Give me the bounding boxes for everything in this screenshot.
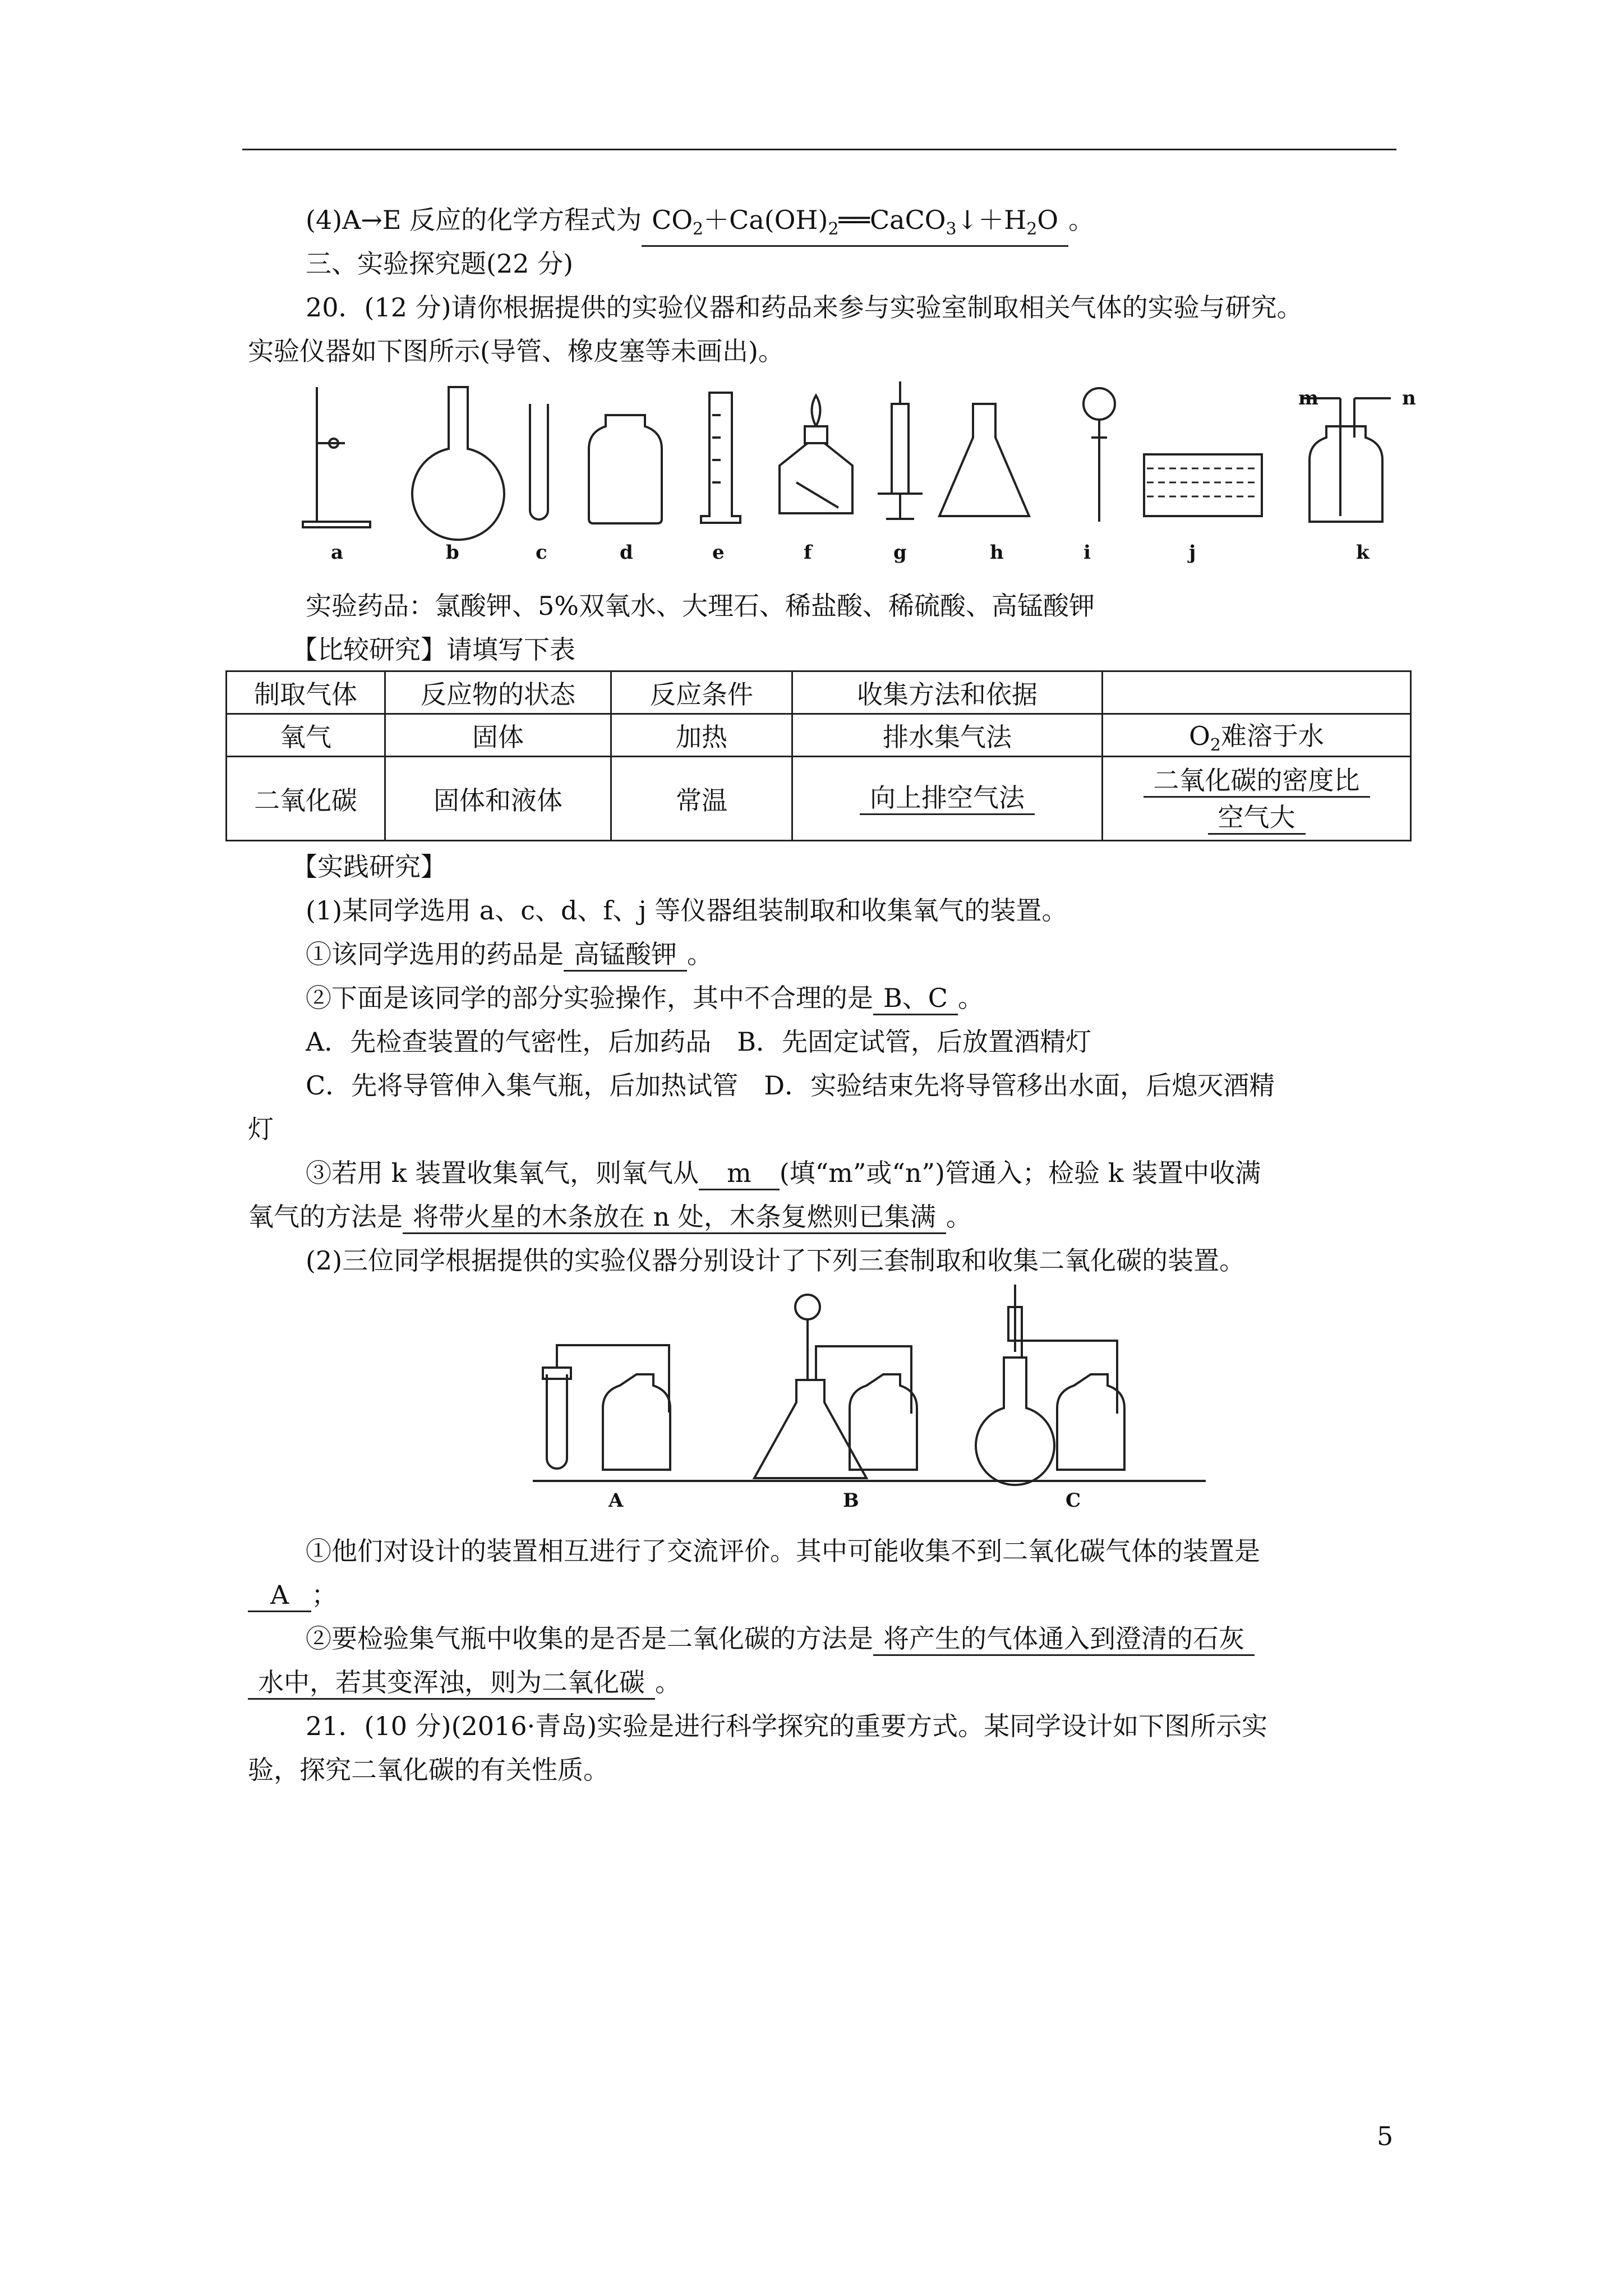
label-e: e (712, 541, 725, 564)
test-tube-icon (530, 404, 548, 519)
setup-label-a: A (608, 1489, 624, 1512)
round-flask-icon (412, 387, 504, 540)
table-cell: 排水集气法 (792, 714, 1103, 757)
p2b-answer1: 将产生的气体通入到澄清的石灰 (873, 1623, 1255, 1656)
table-answer: 向上排空气法 (860, 782, 1035, 815)
table-cell: 加热 (611, 714, 792, 757)
q4-prefix: (4)A→E 反应的化学方程式为 (306, 205, 642, 235)
p1c-line1: ③若用 k 装置收集氧气，则氧气从 m (填“m”或“n”)管通入；检验 k 装置中收满 (306, 1156, 1261, 1190)
table-header-row (227, 671, 1411, 714)
p1a-answer: 高锰酸钾 (564, 938, 687, 972)
p2a-answer: A (248, 1579, 311, 1612)
option-ab: A．先检查装置的气密性，后加药品 B．先固定试管，后放置酒精灯 (306, 1027, 1092, 1057)
graduated-cylinder-icon (701, 393, 740, 523)
separatory-funnel-icon (1083, 388, 1115, 522)
iron-stand-icon (303, 387, 370, 527)
table-cell: 固体 (385, 714, 611, 757)
label-g: g (893, 541, 907, 564)
p1b-answer: B、C (873, 982, 958, 1015)
p2-line: (2)三位同学根据提供的实验仪器分别设计了下列三套制取和收集二氧化碳的装置。 (306, 1245, 1246, 1276)
table-cell: 二氧化碳 (227, 757, 385, 841)
table-cell (792, 757, 1103, 841)
table-row (227, 714, 1411, 757)
p2a-line2: A ； (248, 1578, 337, 1612)
table-header: 制取气体 (227, 671, 385, 714)
label-f: f (804, 541, 812, 564)
setup-label-b: B (843, 1489, 859, 1512)
p2b-line2: 水中，若其变浑浊，则为二氧化碳 。 (248, 1665, 681, 1700)
q20-line2: 实验仪器如下图所示(导管、橡皮塞等未画出)。 (248, 336, 784, 366)
syringe-icon (878, 381, 923, 519)
label-h: h (990, 541, 1004, 564)
section-title: 三、实验探究题(22 分) (306, 249, 574, 279)
label-k: k (1356, 541, 1370, 564)
table-answer: 空气大 (1208, 802, 1306, 835)
table-header: 收集方法和依据 (792, 671, 1103, 714)
label-b: b (446, 541, 459, 564)
q4-answer: $CO_2+Ca(OH)_2══CaCO_3↓+H_2O$ (642, 204, 1068, 247)
label-c: c (536, 541, 547, 564)
p1-line: (1)某同学选用 a、c、d、f、j 等仪器组装制取和收集氧气的装置。 (306, 895, 1068, 926)
label-j: j (1189, 541, 1196, 564)
setup-label-c: C (1066, 1489, 1081, 1512)
port-n-label: n (1402, 387, 1416, 409)
chemicals-line: 实验药品：氯酸钾、5%双氧水、大理石、稀盐酸、稀硫酸、高锰酸钾 (306, 591, 1095, 621)
table-header: 反应条件 (611, 671, 792, 714)
option-d-tail: 灯 (248, 1114, 274, 1144)
table-cell: $O_2$难溶于水 (1103, 714, 1411, 757)
p1a-line: ①该同学选用的药品是 高锰酸钾 。 (306, 937, 713, 972)
label-i: i (1083, 541, 1091, 564)
table-answer: 二氧化碳的密度比 (1144, 765, 1370, 798)
wide-bottle-icon (589, 415, 662, 523)
practice-title: 【实践研究】 (292, 852, 446, 882)
page-number: 5 (1377, 2121, 1394, 2151)
p1b-line: ②下面是该同学的部分实验操作，其中不合理的是 B、C 。 (306, 981, 984, 1015)
p1c-answer: m (699, 1157, 780, 1190)
p1c-line2-answer: 将带火星的木条放在 n 处，木条复燃则已集满 (403, 1201, 946, 1234)
option-cd: C．先将导管伸入集气瓶，后加热试管 D．实验结束先将导管移出水面，后熄灭酒精 (306, 1070, 1275, 1101)
table-row (227, 757, 1411, 841)
gas-washing-bottle-icon (1301, 398, 1391, 522)
label-d: d (620, 541, 633, 564)
q4-line: (4)A→E 反应的化学方程式为 $CO_2+Ca(OH)_2══CaCO_3↓+H_2O$ 。 (306, 203, 1094, 247)
header-rule (242, 149, 1396, 150)
label-a: a (331, 541, 344, 564)
port-m-label: m (1298, 387, 1318, 409)
setup-a-icon (543, 1345, 670, 1470)
setup-c-icon (976, 1285, 1124, 1485)
table-cell (1103, 757, 1411, 841)
table-header (1103, 671, 1411, 714)
p2b-line1: ②要检验集气瓶中收集的是否是二氧化碳的方法是 将产生的气体通入到澄清的石灰 (306, 1622, 1255, 1656)
apparatus-figure (292, 381, 1469, 572)
conical-flask-icon (939, 404, 1029, 516)
table-header: 反应物的状态 (385, 671, 611, 714)
alcohol-lamp-icon (780, 395, 852, 513)
p1c-line2: 氧气的方法是 将带火星的木条放在 n 处，木条复燃则已集满 。 (248, 1200, 972, 1234)
q21-line2: 验，探究二氧化碳的有关性质。 (248, 1755, 609, 1785)
table-cell: 常温 (611, 757, 792, 841)
compare-table (225, 670, 1412, 841)
co2-setups-figure (533, 1285, 1206, 1487)
table-cell: 固体和液体 (385, 757, 611, 841)
table-cell: 氧气 (227, 714, 385, 757)
setup-b-icon (754, 1295, 917, 1478)
q20-line1: 20．(12 分)请你根据提供的实验仪器和药品来参与实验室制取相关气体的实验与研究。 (306, 292, 1303, 323)
compare-title: 【比较研究】请填写下表 (292, 634, 575, 665)
water-trough-icon (1144, 454, 1262, 516)
q21-line1: 21．(10 分)(2016·青岛)实验是进行科学探究的重要方式。某同学设计如下图所示实 (306, 1711, 1268, 1741)
p2b-answer2: 水中，若其变浑浊，则为二氧化碳 (248, 1667, 655, 1700)
p2a-line1: ①他们对设计的装置相互进行了交流评价。其中可能收集不到二氧化碳气体的装置是 (306, 1536, 1260, 1566)
